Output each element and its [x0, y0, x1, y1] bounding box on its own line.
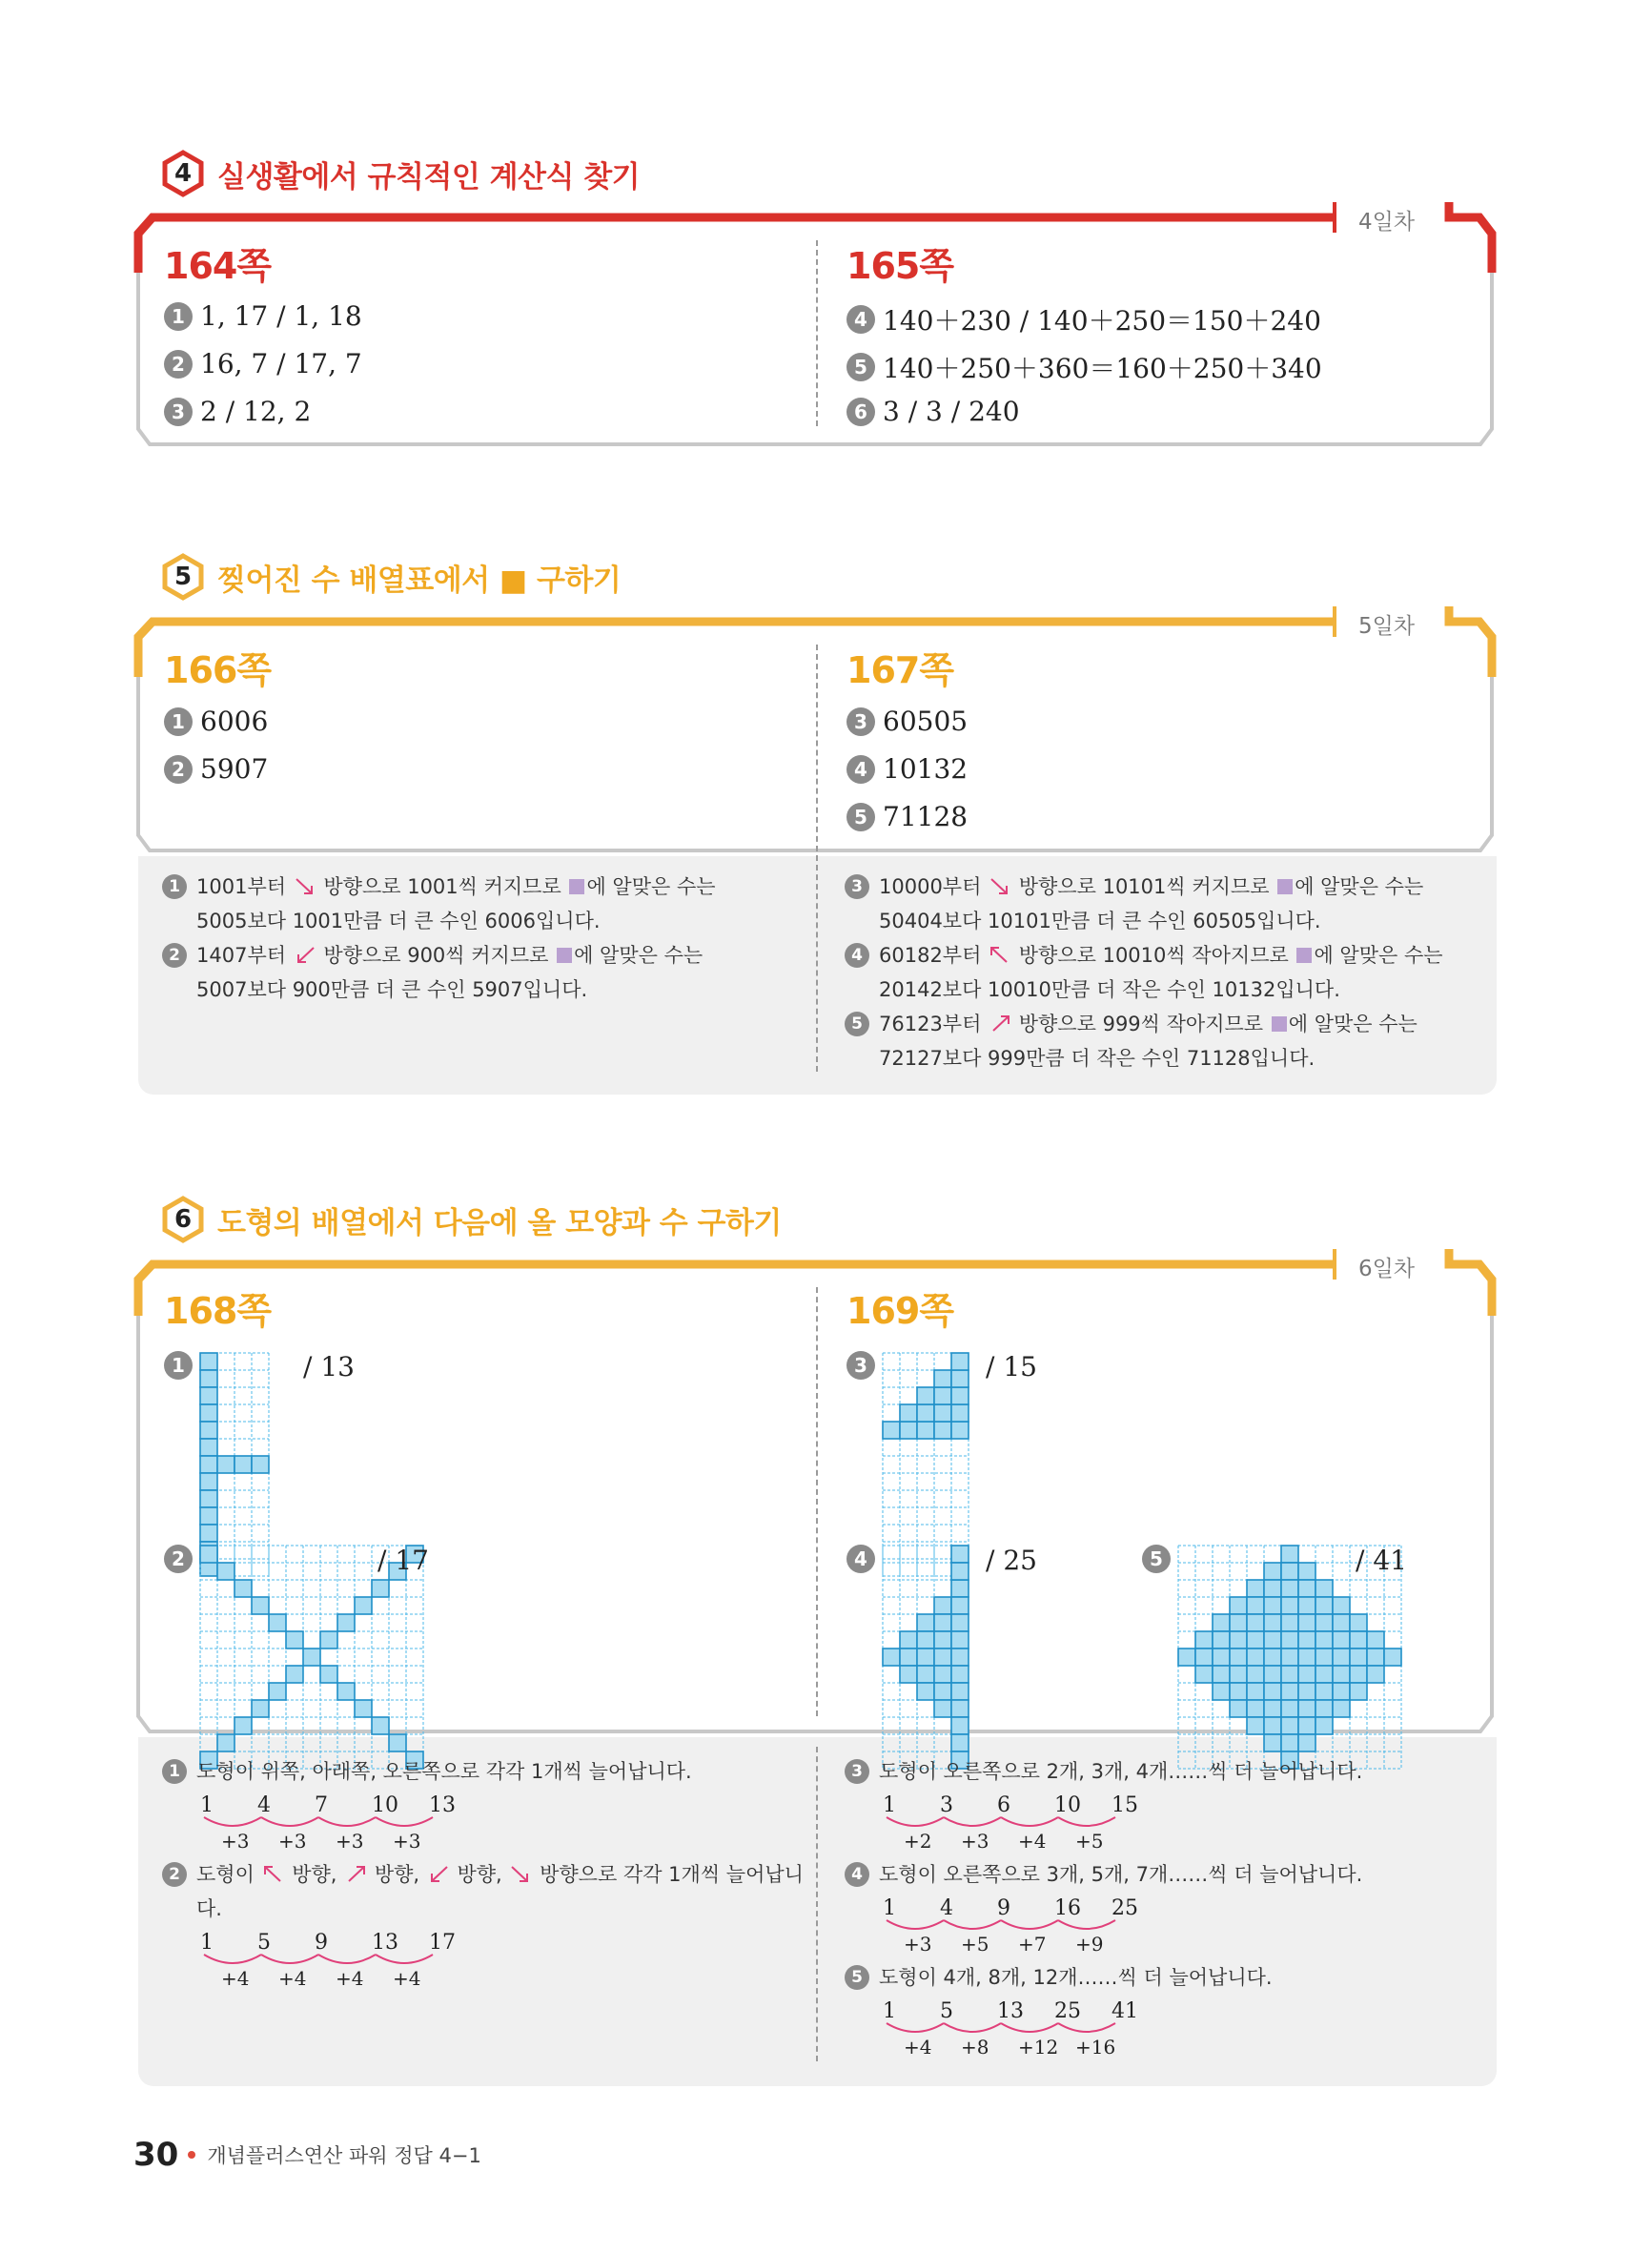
grid-cell — [252, 1597, 269, 1614]
grid-cell — [1247, 1614, 1264, 1631]
grid-cell — [900, 1422, 917, 1439]
sequence-3 — [873, 1791, 1159, 1852]
difference-label: +8 — [961, 2036, 989, 2058]
answer-6: 6 3 / 3 / 240 — [846, 396, 1020, 427]
page-number: 30 — [133, 2136, 179, 2174]
answer-5: 5 — [1142, 1545, 1178, 1573]
arrow-ne-icon — [343, 1864, 368, 1885]
grid-cell — [917, 1387, 934, 1404]
grid-cell — [951, 1649, 969, 1666]
grid-cell — [900, 1404, 917, 1422]
grid-cell — [1247, 1597, 1264, 1614]
sequence-value: 4 — [940, 1896, 953, 1920]
answer-1: 1 — [164, 1351, 200, 1380]
grid-cell — [1298, 1717, 1315, 1734]
grid-cell — [934, 1422, 951, 1439]
grid-cell — [1367, 1649, 1384, 1666]
sequence-value: 1 — [200, 1931, 214, 1955]
grid-cell — [1230, 1614, 1247, 1631]
explanation-3-block — [845, 1754, 1362, 1789]
grid-cell — [1213, 1614, 1230, 1631]
grid-cell — [1264, 1683, 1281, 1700]
day-label: 5일차 — [1358, 614, 1416, 639]
grid-cell — [217, 1563, 235, 1580]
difference-label: +3 — [221, 1830, 250, 1852]
sequence-value: 10 — [372, 1793, 398, 1817]
arc-arrow — [1058, 2023, 1115, 2032]
grid-cell — [269, 1683, 286, 1700]
sequence-value: 10 — [1054, 1793, 1081, 1817]
grid-cell — [951, 1597, 969, 1614]
grid-cell — [917, 1683, 934, 1700]
grid-cell — [286, 1666, 303, 1683]
grid-cell — [1298, 1666, 1315, 1683]
sequence-value: 9 — [315, 1931, 328, 1955]
grid-cell — [320, 1666, 337, 1683]
answer-4-count: / 25 — [986, 1545, 1037, 1576]
arc-arrow — [261, 1955, 318, 1963]
grid-cell — [917, 1649, 934, 1666]
grid-cell — [1298, 1614, 1315, 1631]
explanation-4: 4 60182부터 방향으로 10010씩 작아지므로 에 알맞은 수는 20142보다 10010만큼 더 작은 수인 10132입니다. — [845, 938, 1443, 1007]
explanations-left — [162, 1754, 692, 1789]
grid-cell — [1213, 1683, 1230, 1700]
grid-cell — [1281, 1597, 1298, 1614]
grid-cell — [1281, 1734, 1298, 1751]
grid-cell — [1350, 1649, 1367, 1666]
arc-arrow — [944, 1920, 1001, 1929]
grid-cell — [1281, 1546, 1298, 1563]
grid-cell — [200, 1525, 217, 1542]
grid-cell — [951, 1683, 969, 1700]
page-heading-right: 165쪽 — [846, 245, 954, 287]
grid-cell — [951, 1563, 969, 1580]
page-heading-right: 169쪽 — [846, 1290, 954, 1332]
answer-4: 4 — [846, 1545, 883, 1573]
arc-arrow — [887, 1817, 944, 1826]
difference-label: +3 — [961, 1830, 989, 1852]
grid-cell — [917, 1631, 934, 1649]
grid-cell — [1213, 1666, 1230, 1683]
sequence-value: 25 — [1112, 1896, 1138, 1920]
arc-arrow — [318, 1955, 376, 1963]
difference-label: +4 — [221, 1967, 250, 1989]
grid-cell — [1230, 1700, 1247, 1717]
arc-arrow — [376, 1817, 433, 1826]
grid-cell — [951, 1387, 969, 1404]
answer-2-count: / 17 — [377, 1545, 429, 1576]
arrow-se-icon — [508, 1864, 533, 1885]
answer-5: 5 140＋250＋360＝160＋250＋340 — [846, 348, 1322, 386]
grid-cell — [1315, 1700, 1333, 1717]
grid-cell — [951, 1580, 969, 1597]
grid-cell — [951, 1422, 969, 1439]
grid-cell — [1350, 1614, 1367, 1631]
difference-label: +16 — [1075, 2036, 1116, 2058]
grid-cell — [1333, 1700, 1350, 1717]
day-label: 4일차 — [1358, 210, 1416, 235]
grid-cell — [1333, 1683, 1350, 1700]
grid-cell — [934, 1631, 951, 1649]
difference-label: +2 — [904, 1830, 932, 1852]
grid-cell — [200, 1473, 217, 1490]
sequence-value: 13 — [372, 1931, 398, 1955]
grid-cell — [1230, 1666, 1247, 1683]
sequence-value: 1 — [883, 1896, 896, 1920]
grid-cell — [934, 1387, 951, 1404]
column-divider — [816, 1287, 818, 1716]
grid-cell — [355, 1597, 372, 1614]
grid-cell — [1264, 1597, 1281, 1614]
arc-arrow — [887, 1920, 944, 1929]
explanation-2: 2 1407부터 방향으로 900씩 커지므로 에 알맞은 수는 5007보다 900만큼 더 큰 수인 5907입니다. — [162, 938, 716, 1007]
grid-cell — [1264, 1717, 1281, 1734]
grid-cell — [951, 1614, 969, 1631]
grid-cell — [1230, 1597, 1247, 1614]
grid-cell — [1367, 1631, 1384, 1649]
sequence-value: 4 — [257, 1793, 271, 1817]
sequence-4 — [873, 1894, 1159, 1955]
grid-cell — [1230, 1649, 1247, 1666]
grid-cell — [1281, 1563, 1298, 1580]
grid-cell — [1298, 1563, 1315, 1580]
arc-arrow — [318, 1817, 376, 1826]
grid-cell — [389, 1734, 406, 1751]
grid-cell — [917, 1666, 934, 1683]
hexagon-icon: 4 — [162, 150, 204, 197]
grid-cell — [1350, 1631, 1367, 1649]
grid-cell — [1247, 1683, 1264, 1700]
difference-label: +4 — [278, 1967, 307, 1989]
grid-cell — [1195, 1666, 1213, 1683]
grid-cell — [1247, 1631, 1264, 1649]
arc-arrow — [1058, 1920, 1115, 1929]
explanation-1: 1 도형이 위쪽, 아래쪽, 오른쪽으로 각각 1개씩 늘어납니다. — [162, 1754, 692, 1789]
difference-label: +3 — [278, 1830, 307, 1852]
grid-cell — [235, 1580, 252, 1597]
answer-1: 1 6006 — [164, 706, 268, 737]
sequence-5 — [873, 1997, 1159, 2058]
grid-cell — [951, 1353, 969, 1370]
grid-cell — [1333, 1597, 1350, 1614]
grid-cell — [1264, 1614, 1281, 1631]
grid-cell — [1281, 1631, 1298, 1649]
grid-cell — [1367, 1666, 1384, 1683]
grid-cell — [1264, 1649, 1281, 1666]
grid-figure-4 — [882, 1545, 969, 1770]
section-title: 찢어진 수 배열표에서 ■ 구하기 — [217, 563, 622, 598]
difference-label: +3 — [904, 1933, 932, 1955]
grid-cell — [200, 1422, 217, 1439]
grid-cell — [1281, 1580, 1298, 1597]
arc-arrow — [376, 1955, 433, 1963]
arc-arrow — [204, 1817, 261, 1826]
grid-cell — [1333, 1649, 1350, 1666]
grid-cell — [883, 1649, 900, 1666]
section-6-header — [162, 1194, 782, 1245]
grid-cell — [200, 1507, 217, 1525]
grid-cell — [1264, 1631, 1281, 1649]
grid-cell — [252, 1700, 269, 1717]
grid-cell — [951, 1370, 969, 1387]
sequence-value: 5 — [257, 1931, 271, 1955]
answer-4: 4 140＋230 / 140＋250＝150＋240 — [846, 300, 1321, 338]
grid-cell — [1315, 1649, 1333, 1666]
grid-cell — [1298, 1683, 1315, 1700]
grid-cell — [917, 1404, 934, 1422]
sequence-value: 1 — [883, 1793, 896, 1817]
difference-label: +7 — [1018, 1933, 1047, 1955]
sequence-value: 7 — [315, 1793, 328, 1817]
grid-cell — [1298, 1700, 1315, 1717]
grid-cell — [1350, 1683, 1367, 1700]
sequence-value: 3 — [940, 1793, 953, 1817]
explanation-4-block — [845, 1857, 1362, 1892]
grid-cell — [934, 1700, 951, 1717]
grid-cell — [1298, 1597, 1315, 1614]
page-heading-left: 164쪽 — [164, 245, 272, 287]
grid-cell — [200, 1439, 217, 1456]
page-heading-left: 166쪽 — [164, 649, 272, 691]
grid-cell — [951, 1700, 969, 1717]
grid-cell — [934, 1649, 951, 1666]
arc-arrow — [1001, 1920, 1058, 1929]
grid-cell — [217, 1456, 235, 1473]
arc-arrow — [204, 1955, 261, 1963]
grid-cell — [200, 1387, 217, 1404]
grid-cell — [1230, 1631, 1247, 1649]
grid-cell — [934, 1683, 951, 1700]
grid-cell — [1247, 1649, 1264, 1666]
arc-arrow — [1001, 2023, 1058, 2032]
answer-3: 3 60505 — [846, 706, 968, 737]
grid-cell — [883, 1422, 900, 1439]
grid-cell — [1264, 1666, 1281, 1683]
book-title: 개념플러스연산 파워 정답 4−1 — [207, 2144, 481, 2167]
grid-cell — [1178, 1649, 1195, 1666]
grid-cell — [200, 1456, 217, 1473]
grid-cell — [1333, 1614, 1350, 1631]
grid-cell — [951, 1666, 969, 1683]
grid-cell — [1195, 1631, 1213, 1649]
grid-figure-1 — [199, 1352, 270, 1577]
day-label: 6일차 — [1358, 1257, 1416, 1281]
explanation-5: 5 76123부터 방향으로 999씩 작아지므로 에 알맞은 수는 72127보다 999만큼 더 작은 수인 71128입니다. — [845, 1007, 1443, 1075]
grid-cell — [1264, 1563, 1281, 1580]
difference-label: +9 — [1075, 1933, 1104, 1955]
grid-cell — [1213, 1631, 1230, 1649]
answer-3: 3 2 / 12, 2 — [164, 396, 311, 427]
sequence-value: 13 — [997, 1999, 1024, 2023]
difference-label: +3 — [336, 1830, 364, 1852]
grid-cell — [337, 1614, 355, 1631]
grid-cell — [1315, 1614, 1333, 1631]
grid-cell — [1195, 1649, 1213, 1666]
hexagon-icon: 6 — [162, 1196, 204, 1243]
bullet-dot-icon — [188, 2151, 195, 2159]
sequence-1 — [191, 1791, 477, 1852]
page-footer — [133, 2136, 481, 2174]
sequence-value: 25 — [1054, 1999, 1081, 2023]
arc-arrow — [944, 2023, 1001, 2032]
grid-cell — [900, 1666, 917, 1683]
grid-cell — [1281, 1649, 1298, 1666]
sequence-2 — [191, 1928, 477, 1989]
arc-arrow — [1001, 1817, 1058, 1826]
explanation-5-block — [845, 1960, 1273, 1995]
grid-figure-2 — [199, 1545, 424, 1770]
column-divider — [816, 1747, 818, 2061]
grid-cell — [900, 1649, 917, 1666]
arrow-sw-icon — [426, 1864, 451, 1885]
difference-label: +4 — [1018, 1830, 1047, 1852]
answer-2: 2 5907 — [164, 753, 268, 785]
grid-cell — [1264, 1700, 1281, 1717]
hexagon-icon: 5 — [162, 553, 204, 601]
grid-cell — [951, 1734, 969, 1751]
grid-cell — [951, 1631, 969, 1649]
grid-cell — [1384, 1649, 1401, 1666]
answer-1: 1 1, 17 / 1, 18 — [164, 300, 362, 332]
grid-cell — [269, 1614, 286, 1631]
sequence-value: 5 — [940, 1999, 953, 2023]
grid-cell — [900, 1631, 917, 1649]
sequence-value: 15 — [1112, 1793, 1138, 1817]
grid-cell — [1247, 1580, 1264, 1597]
grid-cell — [1281, 1666, 1298, 1683]
grid-cell — [200, 1404, 217, 1422]
explanation-2: 2 도형이 방향, 방향, 방향, 방향으로 각각 1개씩 늘어납니 다. — [162, 1857, 804, 1926]
difference-label: +3 — [393, 1830, 421, 1852]
grid-cell — [1264, 1580, 1281, 1597]
page-heading-right: 167쪽 — [846, 649, 954, 691]
explanation-4: 4 도형이 오른쪽으로 3개, 5개, 7개……씩 더 늘어납니다. — [845, 1857, 1362, 1892]
grid-cell — [320, 1631, 337, 1649]
sequence-value: 41 — [1112, 1999, 1138, 2023]
grid-cell — [1298, 1631, 1315, 1649]
grid-cell — [1315, 1631, 1333, 1649]
grid-figure-5 — [1177, 1545, 1402, 1770]
grid-cell — [1281, 1683, 1298, 1700]
grid-cell — [1247, 1666, 1264, 1683]
difference-label: +4 — [904, 2036, 932, 2058]
grid-cell — [934, 1614, 951, 1631]
explanation-5: 5 도형이 4개, 8개, 12개……씩 더 늘어납니다. — [845, 1960, 1273, 1995]
grid-cell — [1247, 1717, 1264, 1734]
grid-cell — [337, 1683, 355, 1700]
grid-cell — [1333, 1631, 1350, 1649]
grid-cell — [1315, 1717, 1333, 1734]
grid-cell — [934, 1404, 951, 1422]
grid-cell — [200, 1546, 217, 1563]
explanation-2-block — [162, 1857, 804, 1926]
grid-cell — [934, 1597, 951, 1614]
grid-cell — [303, 1649, 320, 1666]
grid-cell — [1298, 1734, 1315, 1751]
grid-cell — [1281, 1717, 1298, 1734]
grid-cell — [951, 1404, 969, 1422]
arrow-nw-icon — [261, 1864, 286, 1885]
grid-cell — [917, 1422, 934, 1439]
sequence-value: 9 — [997, 1896, 1010, 1920]
difference-label: +5 — [1075, 1830, 1104, 1852]
grid-cell — [217, 1734, 235, 1751]
grid-cell — [372, 1580, 389, 1597]
explanation-3: 3 도형이 오른쪽으로 2개, 3개, 4개……씩 더 늘어납니다. — [845, 1754, 1362, 1789]
grid-cell — [1298, 1649, 1315, 1666]
grid-cell — [1281, 1614, 1298, 1631]
difference-label: +12 — [1018, 2036, 1059, 2058]
answer-2: 2 — [164, 1545, 200, 1573]
explanation-1: 1 1001부터 방향으로 1001씩 커지므로 에 알맞은 수는 5005보다 1001만큼 더 큰 수인 6006입니다. — [162, 870, 716, 938]
grid-cell — [286, 1631, 303, 1649]
grid-cell — [1315, 1580, 1333, 1597]
difference-label: +5 — [961, 1933, 989, 1955]
grid-cell — [200, 1370, 217, 1387]
sequence-value: 13 — [429, 1793, 456, 1817]
grid-cell — [1213, 1649, 1230, 1666]
answer-2: 2 16, 7 / 17, 7 — [164, 348, 362, 379]
grid-cell — [951, 1717, 969, 1734]
sequence-value: 1 — [200, 1793, 214, 1817]
grid-cell — [1298, 1580, 1315, 1597]
sequence-value: 16 — [1054, 1896, 1081, 1920]
grid-cell — [355, 1700, 372, 1717]
grid-cell — [1264, 1734, 1281, 1751]
grid-cell — [934, 1370, 951, 1387]
grid-cell — [200, 1490, 217, 1507]
grid-cell — [1315, 1683, 1333, 1700]
answer-5-count: / 41 — [1356, 1545, 1407, 1576]
arc-arrow — [261, 1817, 318, 1826]
grid-cell — [235, 1456, 252, 1473]
grid-cell — [1333, 1666, 1350, 1683]
grid-cell — [1350, 1666, 1367, 1683]
answer-3-count: / 15 — [986, 1351, 1037, 1383]
answer-4: 4 10132 — [846, 753, 968, 785]
answer-3: 3 — [846, 1351, 883, 1380]
grid-cell — [951, 1546, 969, 1563]
section-title: 도형의 배열에서 다음에 올 모양과 수 구하기 — [217, 1205, 782, 1240]
sequence-value: 17 — [429, 1931, 456, 1955]
grid-cell — [1247, 1700, 1264, 1717]
grid-cell — [934, 1666, 951, 1683]
difference-label: +4 — [393, 1967, 421, 1989]
sequence-value: 1 — [883, 1999, 896, 2023]
grid-cell — [1230, 1683, 1247, 1700]
arc-arrow — [1058, 1817, 1115, 1826]
answer-5: 5 71128 — [846, 801, 968, 832]
arc-arrow — [944, 1817, 1001, 1826]
page-heading-left: 168쪽 — [164, 1290, 272, 1332]
grid-cell — [1315, 1597, 1333, 1614]
grid-figure-3 — [882, 1352, 969, 1577]
answer-1-count: / 13 — [303, 1351, 355, 1383]
grid-cell — [1281, 1700, 1298, 1717]
sequence-value: 6 — [997, 1793, 1010, 1817]
arc-arrow — [887, 2023, 944, 2032]
grid-cell — [917, 1614, 934, 1631]
grid-cell — [235, 1717, 252, 1734]
difference-label: +4 — [336, 1967, 364, 1989]
section-title: 실생활에서 규칙적인 계산식 찾기 — [217, 159, 641, 195]
explanation-3: 3 10000부터 방향으로 10101씩 커지므로 에 알맞은 수는 50404보다 10101만큼 더 큰 수인 60505입니다. — [845, 870, 1443, 938]
grid-cell — [372, 1717, 389, 1734]
grid-cell — [252, 1456, 269, 1473]
grid-cell — [200, 1353, 217, 1370]
grid-cell — [1315, 1666, 1333, 1683]
